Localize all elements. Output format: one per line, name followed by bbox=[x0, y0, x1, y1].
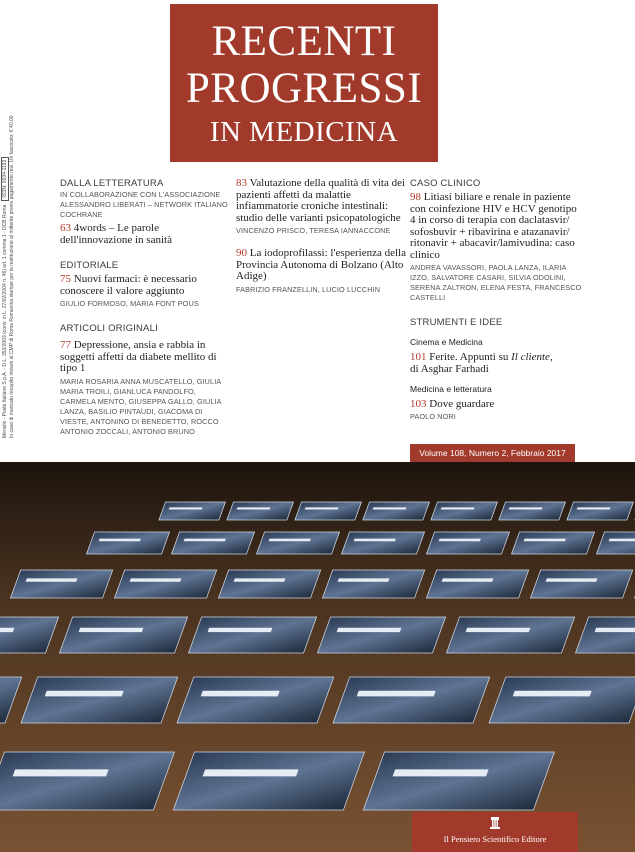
masthead-line1: RECENTI bbox=[211, 18, 397, 65]
publisher-bar bbox=[412, 812, 578, 852]
card-highlight bbox=[373, 507, 407, 509]
card-highlight bbox=[269, 539, 311, 542]
middle-column bbox=[236, 178, 406, 295]
card-highlight bbox=[169, 507, 203, 509]
card-highlight bbox=[45, 691, 124, 697]
card-highlight bbox=[201, 691, 280, 697]
card-highlight bbox=[609, 539, 635, 542]
card-highlight bbox=[354, 539, 396, 542]
card bbox=[323, 570, 425, 598]
card bbox=[159, 502, 226, 520]
card-highlight bbox=[466, 628, 531, 632]
card-highlight bbox=[442, 578, 494, 581]
card-highlight bbox=[524, 539, 566, 542]
volume-bar: Volume 108, Numero 2, Febbraio 2017 bbox=[410, 444, 575, 462]
card bbox=[431, 502, 498, 520]
page-number: 83 bbox=[236, 177, 247, 189]
article-title-part: di Asghar Farhadi bbox=[410, 362, 489, 375]
card-highlight bbox=[577, 507, 611, 509]
imprint-line2: In caso di mancato recapito inviare al CMP di Roma Romanina stampe per la restituzione al mittente previo pagamento resi. Un fascicolo: € 40,00 bbox=[9, 115, 15, 438]
page-number: 63 bbox=[60, 222, 71, 234]
masthead-line3: IN MEDICINA bbox=[209, 116, 399, 148]
card bbox=[499, 502, 566, 520]
cards-photo-illustration bbox=[0, 462, 635, 852]
card bbox=[173, 752, 364, 810]
card-highlight bbox=[237, 507, 271, 509]
article-authors: FABRIZIO FRANZELLIN, LUCIO LUCCHIN bbox=[236, 284, 381, 294]
article-title: Dove guardare bbox=[429, 398, 495, 410]
imprint-line1: Mensile - Poste Italiane S.p.A. - D.L. 353/2003 (conv. in L. 27/02/2004 n. 46) art. 1 comma 1 - DCB Roma bbox=[2, 204, 8, 438]
card bbox=[333, 677, 490, 723]
card-highlight bbox=[357, 691, 436, 697]
card-highlight bbox=[546, 578, 598, 581]
card bbox=[295, 502, 362, 520]
card bbox=[0, 752, 174, 810]
card bbox=[115, 570, 217, 598]
article-authors: VINCENZO PRISCO, TERESA IANNACCONE bbox=[236, 226, 391, 235]
article-authors: GIULIO FORMOSO, MARIA FONT POUS bbox=[60, 299, 199, 308]
card-highlight bbox=[0, 628, 14, 632]
card-highlight bbox=[305, 507, 339, 509]
article-title-part: , bbox=[549, 351, 553, 363]
page-number: 103 bbox=[410, 398, 427, 410]
section-title: CASO CLINICO bbox=[410, 178, 481, 189]
card bbox=[446, 617, 574, 653]
article-title: Valutazione della qualità di vita dei pazienti affetti da malattie infiammatorie croniche intestinali: studio delle varianti psicopatologiche bbox=[236, 177, 406, 224]
article-entry[interactable] bbox=[410, 399, 582, 411]
card bbox=[317, 617, 445, 653]
card bbox=[363, 752, 554, 810]
masthead bbox=[170, 4, 438, 162]
card-highlight bbox=[26, 578, 78, 581]
publisher-logo-icon bbox=[490, 817, 500, 829]
publisher-name: Il Pensiero Scientifico Editore bbox=[443, 834, 547, 844]
page-number: 77 bbox=[60, 339, 71, 351]
right-column bbox=[410, 178, 582, 422]
section-note: IN COLLABORAZIONE CON L'ASSOCIAZIONE ALESSANDRO LIBERATI – NETWORK ITALIANO COCHRANE bbox=[60, 190, 228, 219]
card-highlight bbox=[439, 539, 481, 542]
section-title: EDITORIALE bbox=[60, 260, 119, 271]
card bbox=[427, 532, 510, 554]
page-number: 98 bbox=[410, 191, 421, 203]
card bbox=[342, 532, 425, 554]
card-highlight bbox=[208, 628, 273, 632]
article-entry[interactable] bbox=[236, 178, 406, 224]
card bbox=[188, 617, 316, 653]
page-number: 90 bbox=[236, 247, 247, 259]
card-highlight bbox=[99, 539, 141, 542]
cover-photo bbox=[0, 462, 635, 852]
card-highlight bbox=[184, 539, 226, 542]
page-number: 75 bbox=[60, 273, 71, 285]
card bbox=[87, 532, 170, 554]
article-entry[interactable] bbox=[60, 223, 230, 246]
card-highlight bbox=[595, 628, 635, 632]
card-highlight bbox=[203, 769, 299, 776]
article-entry[interactable] bbox=[410, 352, 582, 375]
article-authors: ANDREA VAVASSORI, PAOLA LANZA, ILARIA IZZO, SALVATORE CASARI, SILVIA ODOLINI, SERENA ZALTRON, ELENA FESTA, FRANCESCO CASTELLI bbox=[410, 263, 582, 302]
subsection-title: Medicina e letteratura bbox=[410, 384, 492, 394]
article-title: Depressione, ansia e rabbia in soggetti affetti da diabete mellito di tipo 1 bbox=[60, 339, 217, 374]
card-highlight bbox=[441, 507, 475, 509]
masthead-line2: PROGRESSI bbox=[185, 65, 423, 112]
article-authors: PAOLO NORI bbox=[410, 411, 456, 421]
card bbox=[227, 502, 294, 520]
section-title: STRUMENTI E IDEE bbox=[410, 317, 503, 328]
card-highlight bbox=[509, 507, 543, 509]
card bbox=[363, 502, 430, 520]
article-entry[interactable] bbox=[60, 340, 230, 375]
issn-box: ISSN: 0034-1193 bbox=[1, 157, 9, 201]
card bbox=[512, 532, 595, 554]
card bbox=[531, 570, 633, 598]
article-authors: MARIA ROSARIA ANNA MUSCATELLO, GIULIA MARIA TROILI, GIANLUCA PANDOLFO, CARMELA MENTO, GIUSEPPA GALLO, GIULIA LANZA, BASILIO PINTAUDI, GIACOMA DI VIESTE, ANTONINO DI BENEDETTO, ROCCO ANTONIO ZOCCALI, ANTONIO BRUNO bbox=[60, 376, 222, 436]
card bbox=[567, 502, 634, 520]
card bbox=[257, 532, 340, 554]
card-highlight bbox=[513, 691, 592, 697]
card bbox=[11, 570, 113, 598]
vertical-imprint bbox=[2, 18, 16, 438]
card bbox=[427, 570, 529, 598]
card-highlight bbox=[393, 769, 489, 776]
card-highlight bbox=[234, 578, 286, 581]
article-title: 4words – Le parole dell'innovazione in sanità bbox=[60, 222, 172, 246]
section-title: DALLA LETTERATURA bbox=[60, 178, 164, 189]
card-highlight bbox=[79, 628, 144, 632]
article-entry[interactable] bbox=[236, 248, 406, 283]
section-title: ARTICOLI ORIGINALI bbox=[60, 323, 158, 334]
card bbox=[489, 677, 635, 723]
card bbox=[172, 532, 255, 554]
article-title: Nuovi farmaci: è necessario conoscere il valore aggiunto bbox=[60, 273, 197, 297]
card-highlight bbox=[337, 628, 402, 632]
article-title-italic: Il cliente bbox=[511, 351, 550, 363]
subsection-title: Cinema e Medicina bbox=[410, 337, 483, 347]
card bbox=[177, 677, 334, 723]
card-highlight bbox=[130, 578, 182, 581]
article-title: La iodoprofilassi: l'esperienza della Provincia Autonoma di Bolzano (Alto Adige) bbox=[236, 247, 406, 282]
article-entry[interactable] bbox=[60, 274, 230, 297]
card bbox=[219, 570, 321, 598]
page-number: 101 bbox=[410, 351, 427, 363]
article-title: Litiasi biliare e renale in paziente con coinfezione HIV e HCV genotipo 4 in corso di terapia con daclatasvir/ sofosbuvir + ribavirina e atazanavir/ ritonavir + abacavir/lamivudina: caso clinico bbox=[410, 191, 577, 261]
article-title-part: Ferite. Appunti su bbox=[429, 351, 512, 363]
article-entry[interactable] bbox=[410, 192, 582, 261]
card-highlight bbox=[13, 769, 109, 776]
card bbox=[21, 677, 178, 723]
left-column bbox=[60, 178, 230, 437]
card-highlight bbox=[338, 578, 390, 581]
card bbox=[59, 617, 187, 653]
